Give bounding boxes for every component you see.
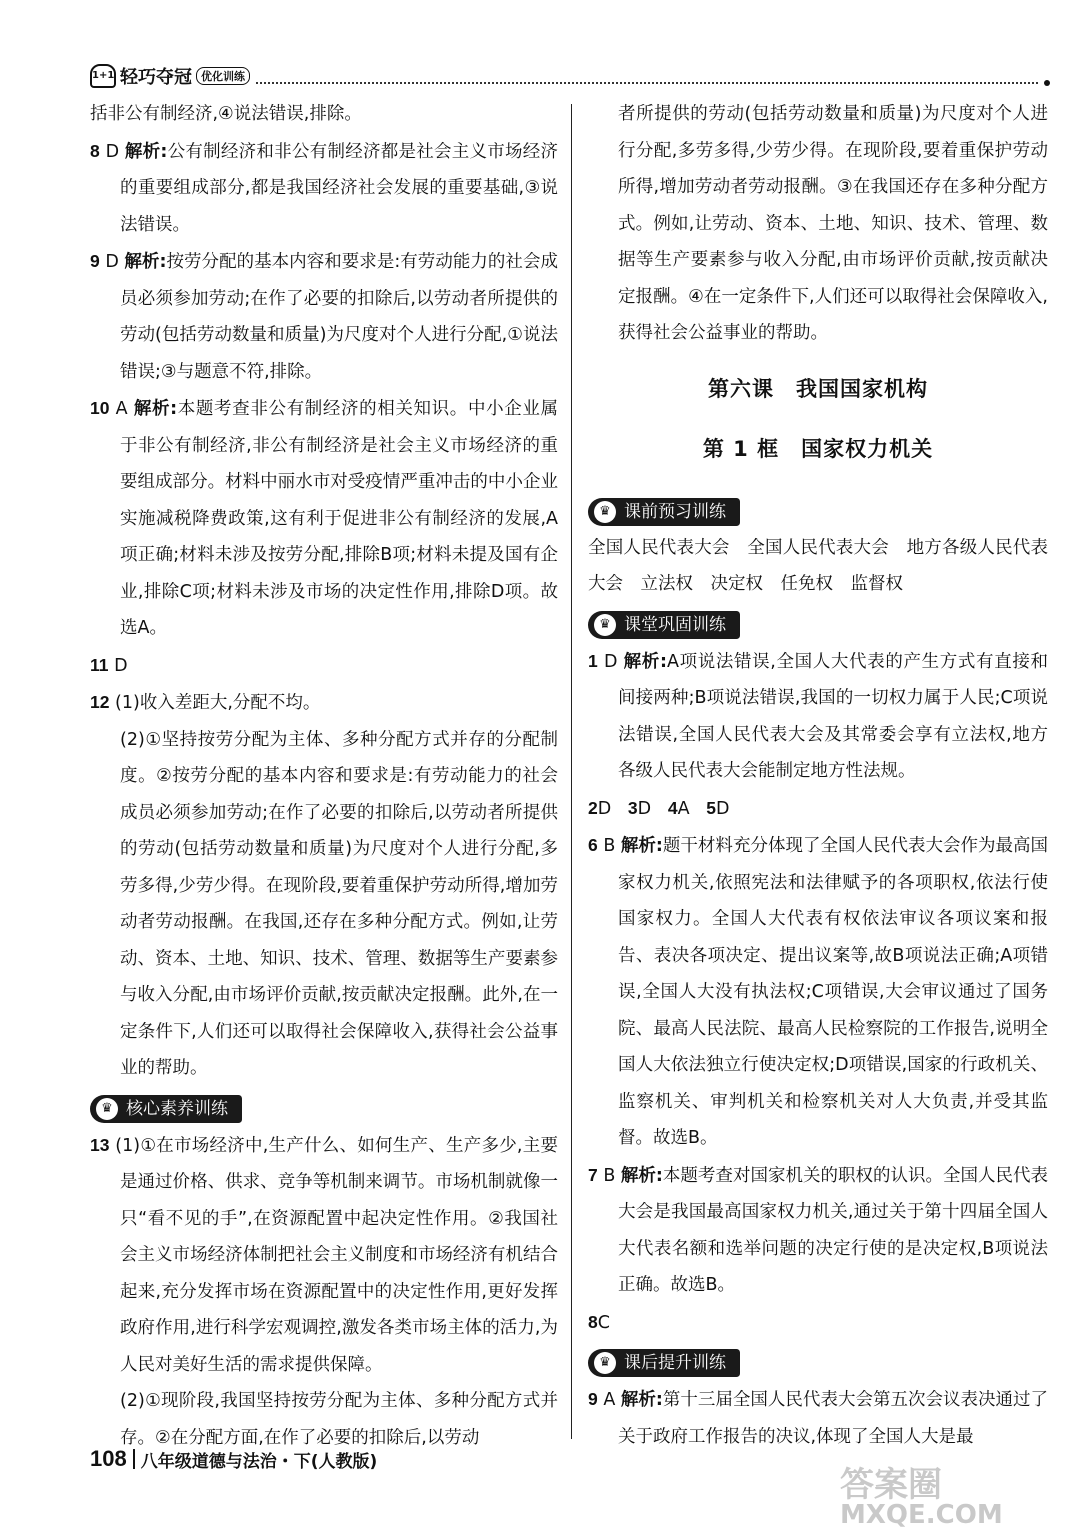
analysis-label: 解析: (620, 1165, 663, 1186)
analysis-label: 解析: (623, 651, 667, 672)
item-number: 12 (90, 692, 110, 712)
analysis-label: 解析: (124, 252, 167, 272)
item-answer: B (603, 836, 616, 856)
item-number: 7 (588, 1164, 598, 1185)
book-title: 八年级道德与法治・下(人教版) (140, 1451, 378, 1472)
answer-item-13 (90, 1127, 558, 1384)
analysis-text: A项说法错误,全国人大代表的产生方式有直接和间接两种;B项说法错误,我国的一切权力属于人民;C项说法错误,全国人民代表大会及其常委会享有立法权,地方各级人民代表大会能制定地方性法规。 (618, 651, 1048, 781)
item-answer: C (597, 1312, 610, 1333)
item-number: 8 (90, 140, 100, 161)
item-number: 3 (627, 797, 638, 818)
banner-label: 课前预习训练 (624, 501, 726, 522)
crown-icon: ♛ (594, 501, 616, 523)
item-answer: B (603, 1165, 616, 1186)
item-answer: A (603, 1390, 616, 1410)
analysis-text: 第十三届全国人民代表大会第五次会议表决通过了关于政府工作报告的决议,体现了全国人大是最 (618, 1390, 1048, 1447)
item-answer: D (105, 252, 119, 272)
continued-text: 者所提供的劳动(包括劳动数量和质量)为尺度对个人进行分配,多劳多得,少劳少得。在现阶段,要着重保护劳动所得,增加劳动者劳动报酬。③在我国还存在多种分配方式。例如,让劳动、资本、土地、知识、技术、管理、数据等生产要素参与收入分配,由市场评价贡献,按贡献决定报酬。④在一定条件下,人们还可以取得社会保障收入,获得社会公益事业的帮助。 (618, 104, 1048, 343)
logo-text: 轻巧夺冠 (120, 67, 192, 88)
preview-answers: 全国人民代表大会 全国人民代表大会 地方各级人民代表大会 立法权 决定权 任免权 监督权 (588, 537, 1048, 594)
item-number: 10 (90, 398, 110, 418)
answer-item-10 (90, 390, 558, 647)
item-answer: D (114, 655, 128, 676)
logo-subtitle: 优化训练 (196, 67, 250, 85)
analysis-text: 公有制经济和非公有制经济都是社会主义市场经济的重要组成部分,都是我国经济社会发展的重要基础,③说法错误。 (120, 141, 558, 235)
page-footer (90, 1446, 377, 1472)
continued-text: 括非公有制经济,④说法错误,排除。 (90, 104, 362, 124)
item-answer: A (677, 798, 690, 819)
page-number: 108 (90, 1446, 127, 1471)
crown-icon: ♛ (594, 614, 616, 636)
book-logo (90, 63, 250, 89)
answer-part-2: (2)①现阶段,我国坚持按劳分配为主体、多种分配方式并存。②在分配方面,在作了必要的扣除后,以劳动 (120, 1391, 558, 1448)
crown-icon: ♛ (594, 1352, 616, 1374)
analysis-text: 按劳分配的基本内容和要求是:有劳动能力的社会成员必须参加劳动;在作了必要的扣除后,以劳动者所提供的劳动(包括劳动数量和质量)为尺度对个人进行分配,①说法错误;③与题意不符,排除。 (120, 252, 558, 382)
item-number: 11 (90, 654, 109, 675)
item-number: 5 (706, 797, 716, 818)
item-number: 9 (90, 251, 100, 271)
section-banner-preview (588, 498, 740, 526)
lesson-title: 第六课 我国国家机构 (708, 376, 928, 401)
answer-item-9 (90, 243, 558, 390)
right-column (588, 96, 1048, 1455)
banner-label: 课堂巩固训练 (624, 614, 726, 635)
item-number: 9 (588, 1389, 598, 1409)
item-answer: A (115, 399, 128, 419)
answer-item-8 (588, 1304, 1048, 1342)
answer-item-11 (90, 647, 558, 685)
answer-part-2: (2)①坚持按劳分配为主体、多种分配方式并存的分配制度。②按劳分配的基本内容和要求是:有劳动能力的社会成员必须参加劳动;在作了必要的扣除后,以劳动者所提供的劳动(包括劳动数量和质量)为尺度对个人进行分配,多劳多得,少劳少得。在现阶段,要着重保护劳动所得,增加劳动者劳动报酬。在我国,还存在多种分配方式。例如,让劳动、资本、土地、知识、技术、管理、数据等生产要素参与收入分配,由市场评价贡献,按贡献决定报酬。此外,在一定条件下,人们还可以取得社会保障收入,获得社会公益事业的帮助。 (120, 729, 558, 1078)
analysis-label: 解析: (620, 1390, 663, 1410)
answer-item-6 (588, 827, 1048, 1157)
answer-items-2-5 (588, 790, 1048, 828)
item-answer: D (603, 651, 618, 672)
answer-item-12 (90, 684, 558, 722)
frame-title: 第 1 框 国家权力机关 (702, 436, 934, 461)
watermark-text: 答案圈 (840, 1465, 942, 1505)
item-number: 8 (588, 1311, 598, 1332)
item-number: 13 (90, 1134, 110, 1155)
watermark-url: MXQE.COM (840, 1500, 1003, 1530)
logo-mark: 1+1 (90, 64, 116, 88)
analysis-label: 解析: (124, 141, 168, 162)
header-rule (256, 82, 1038, 84)
banner-label: 核心素养训练 (126, 1098, 228, 1119)
footer-separator (133, 1449, 135, 1469)
analysis-text: 本题考查对国家机关的职权的认识。全国人民代表大会是我国最高国家权力机关,通过关于第十四届全国人大代表名额和选举问题的决定行使的是决定权,B项说法正确。故选B。 (618, 1165, 1048, 1295)
banner-label: 课后提升训练 (624, 1353, 726, 1373)
item-answer: D (637, 798, 652, 819)
analysis-text: 题干材料充分体现了全国人民代表大会作为最高国家权力机关,依照宪法和法律赋予的各项职权,依法行使国家权力。全国人大代表有权依法审议各项议案和报告、表决各项决定、提出议案等,故B项说法正确;A项错误,全国人大没有执法权;C项错误,大会审议通过了国务院、最高人民法院、最高人民检察院的工作报告,说明全国人大依法独立行使决定权;D项错误,国家的行政机关、监察机关、审判机关和检察机关对人大负责,并受其监督。故选B。 (618, 836, 1048, 1148)
answer-part-1: (1)①在市场经济中,生产什么、如何生产、生产多少,主要是通过价格、供求、竞争等机制来调节。市场机制就像一只“看不见的手”,在资源配置中起决定性作用。②我国社会主义市场经济体制把社会主义制度和市场经济有机结合起来,充分发挥市场在资源配置中的决定性作用,更好发挥政府作用,进行科学宏观调控,激发各类市场主体的活力,为人民对美好生活的需求提供保障。 (115, 1135, 558, 1375)
analysis-label: 解析: (133, 399, 178, 419)
item-answer: D (105, 141, 120, 162)
answer-item-9 (588, 1381, 1048, 1455)
page-header (90, 62, 1050, 90)
section-banner-core (90, 1095, 242, 1123)
answer-item-8 (90, 133, 558, 244)
analysis-label: 解析: (620, 836, 663, 856)
column-divider (571, 104, 572, 1439)
item-number: 4 (667, 797, 678, 818)
item-number: 6 (588, 835, 598, 855)
answer-item-1 (588, 643, 1048, 790)
site-watermark (840, 1465, 1003, 1530)
item-answer: D (597, 798, 612, 819)
item-number: 1 (588, 650, 598, 671)
header-dot (1044, 80, 1050, 86)
item-number: 2 (588, 797, 598, 818)
item-answer: D (716, 798, 730, 819)
answer-item-7 (588, 1157, 1048, 1304)
left-column (90, 96, 558, 1456)
section-banner-classroom (588, 611, 740, 639)
analysis-text: 本题考查非公有制经济的相关知识。中小企业属于非公有制经济,非公有制经济是社会主义市场经济的重要组成部分。材料中丽水市对受疫情严重冲击的中小企业实施减税降费政策,这有利于促进非公有制经济的发展,A项正确;材料未涉及按劳分配,排除B项;材料未提及国有企业,排除C项;材料未涉及市场的决定性作用,排除D项。故选A。 (120, 399, 558, 638)
crown-icon: ♛ (96, 1098, 118, 1120)
section-banner-after-class (588, 1349, 740, 1377)
answer-part-1: (1)收入差距大,分配不均。 (115, 693, 321, 713)
